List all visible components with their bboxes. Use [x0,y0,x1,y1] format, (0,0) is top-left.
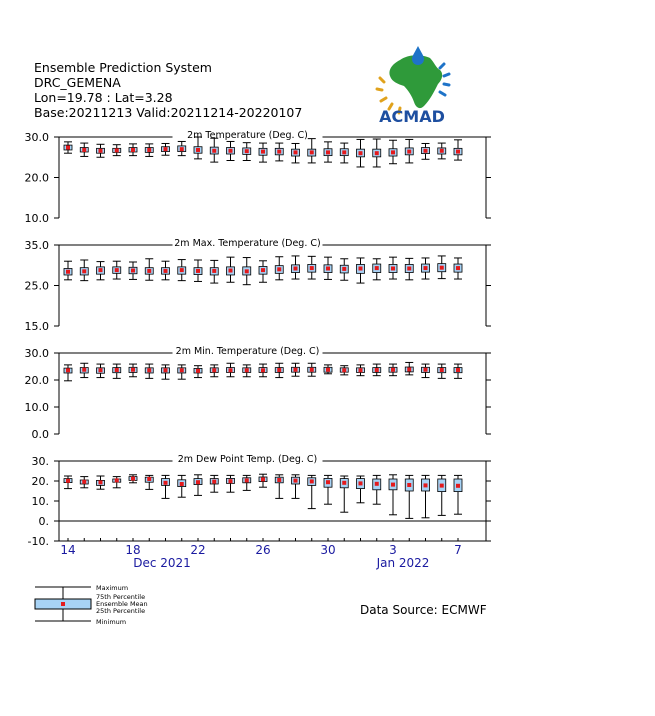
mean-marker [99,368,103,372]
y-tick-label: 20.0 [24,171,49,185]
logo-text: ACMAD [379,107,445,126]
mean-marker [245,368,249,372]
mean-marker [342,368,346,372]
month-label: Dec 2021 [133,556,191,570]
legend-label-q75: 75th Percentile [96,593,146,601]
x-tick-label: 30 [320,543,336,557]
mean-marker [391,483,395,487]
mean-marker [424,266,428,270]
legend-label-min: Minimum [96,618,127,626]
mean-marker [180,268,184,272]
mean-marker [407,150,411,154]
mean-marker [99,480,103,484]
mean-marker [424,483,428,487]
mean-marker [229,368,233,372]
panel-title: 2m Max. Temperature (Deg. C) [174,238,321,249]
mean-marker [212,149,216,153]
mean-marker [180,147,184,151]
y-tick-label: 30.0 [24,131,49,144]
mean-marker [212,480,216,484]
mean-marker [310,479,314,483]
mean-marker [131,269,135,273]
y-tick-label: 25.0 [24,279,49,293]
mean-marker [326,480,330,484]
mean-marker [326,150,330,154]
acmad-logo [377,46,449,126]
mean-marker [407,483,411,487]
mean-marker [229,149,233,153]
mean-marker [99,268,103,272]
mean-marker [245,149,249,153]
chart-panel-3 [25,345,492,441]
x-tick-label: 26 [255,543,271,557]
panel-title: 2m Min. Temperature (Deg. C) [175,346,320,357]
page-title: Ensemble Prediction System [34,60,212,75]
mean-marker [82,148,86,152]
station-coords: Lon=19.78 : Lat=3.28 [34,90,173,105]
mean-marker [245,269,249,273]
rain-lines-icon [440,64,449,95]
mean-marker [294,150,298,154]
mean-marker [164,481,168,485]
y-tick-label: -10. [27,535,49,548]
mean-marker [82,480,86,484]
mean-marker [164,368,168,372]
mean-marker [82,368,86,372]
mean-marker [359,481,363,485]
header [34,60,302,120]
mean-marker [424,149,428,153]
mean-marker [359,368,363,372]
mean-marker [424,368,428,372]
mean-marker [147,269,151,273]
mean-marker [261,268,265,272]
mean-marker [440,149,444,153]
chart-panel-1 [25,129,492,225]
mean-marker [294,368,298,372]
mean-marker [261,150,265,154]
chart-panel-4 [28,453,491,548]
x-tick-label: 3 [389,543,397,557]
mean-marker [196,480,200,484]
y-tick-label: 0. [38,515,49,528]
mean-marker [66,479,70,483]
mean-marker [456,484,460,488]
mean-marker [440,368,444,372]
mean-marker [310,150,314,154]
mean-marker [440,484,444,488]
legend-label-max: Maximum [96,584,129,592]
mean-marker [277,368,281,372]
mean-marker [359,266,363,270]
mean-marker [245,478,249,482]
mean-marker [407,266,411,270]
data-source: Data Source: ECMWF [360,603,487,617]
mean-marker [294,479,298,483]
mean-marker [147,148,151,152]
mean-marker [82,269,86,273]
mean-marker [456,266,460,270]
mean-marker [131,148,135,152]
x-axis-labels [60,538,461,570]
mean-marker [456,150,460,154]
mean-marker [326,368,330,372]
mean-marker [212,269,216,273]
mean-marker [147,477,151,481]
mean-marker [342,150,346,154]
mean-marker [310,368,314,372]
legend-label-q25: 25th Percentile [96,607,146,615]
mean-marker [407,367,411,371]
x-tick-label: 22 [190,543,206,557]
mean-marker [391,368,395,372]
chart-panel-2 [25,237,492,333]
mean-marker [66,270,70,274]
panel-title: 2m Temperature (Deg. C) [187,130,308,141]
station-name: DRC_GEMENA [34,75,121,90]
mean-marker [375,482,379,486]
mean-marker [294,266,298,270]
mean-marker [277,267,281,271]
mean-marker [180,482,184,486]
mean-marker [375,266,379,270]
mean-marker [196,148,200,152]
base-valid-dates: Base:20211213 Valid:20211214-20220107 [34,105,303,120]
x-tick-label: 18 [125,543,141,557]
mean-marker [261,477,265,481]
mean-marker [115,478,119,482]
x-tick-label: 14 [60,543,76,557]
x-tick-label: 7 [454,543,462,557]
y-tick-label: 10.0 [24,212,49,225]
mean-marker [342,481,346,485]
mean-marker [147,368,151,372]
y-tick-label: 35.0 [24,239,49,252]
y-tick-label: 30. [31,455,49,468]
mean-marker [342,267,346,271]
mean-marker [196,269,200,273]
mean-marker [164,147,168,151]
mean-marker [131,368,135,372]
legend-label-mean: Ensemble Mean [96,600,148,608]
y-tick-label: 20. [31,475,49,488]
mean-marker [164,269,168,273]
mean-marker [180,368,184,372]
legend-mean-marker [61,602,65,606]
mean-marker [277,150,281,154]
mean-marker [115,268,119,272]
water-drop-icon [412,46,424,65]
y-tick-label: 30.0 [24,347,49,360]
mean-marker [277,478,281,482]
mean-marker [456,368,460,372]
mean-marker [375,151,379,155]
mean-marker [212,368,216,372]
y-tick-label: 20.0 [24,374,49,387]
mean-marker [375,368,379,372]
mean-marker [310,266,314,270]
mean-marker [196,369,200,373]
mean-marker [115,368,119,372]
mean-marker [131,477,135,481]
y-tick-label: 10. [31,495,49,508]
mean-marker [229,479,233,483]
mean-marker [66,146,70,150]
mean-marker [359,151,363,155]
month-label: Jan 2022 [376,556,430,570]
mean-marker [261,368,265,372]
mean-marker [391,150,395,154]
mean-marker [391,266,395,270]
y-tick-label: 15.0 [24,320,49,333]
mean-marker [440,266,444,270]
mean-marker [326,266,330,270]
mean-marker [115,148,119,152]
panel-title: 2m Dew Point Temp. (Deg. C) [177,454,318,465]
legend [35,584,148,626]
mean-marker [99,149,103,153]
y-tick-label: 10.0 [24,401,49,414]
y-tick-label: 0.0 [31,428,49,441]
mean-marker [66,368,70,372]
mean-marker [229,269,233,273]
